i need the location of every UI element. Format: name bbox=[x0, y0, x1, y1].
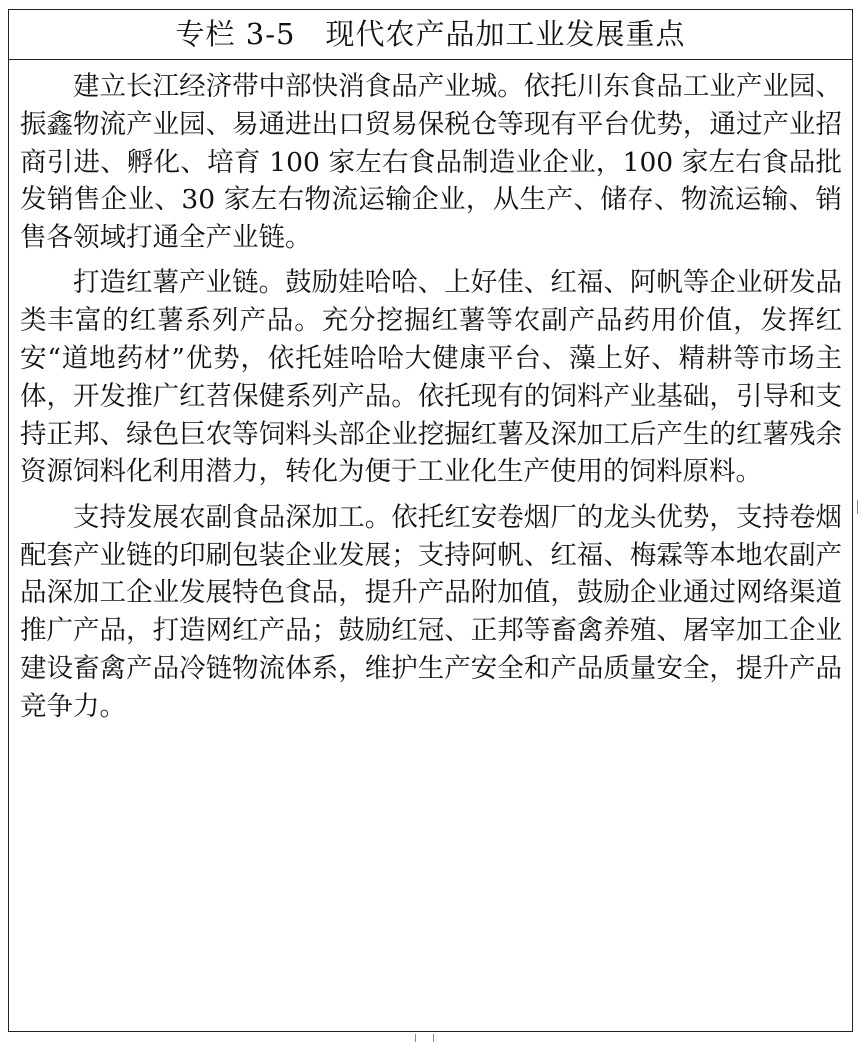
paragraph-food-industry-city: 建立长江经济带中部快消食品产业城。依托川东食品工业产业园、振鑫物流产业园、易通进出口贸易保税仓等现有平台优势，通过产业招商引进、孵化、培育 100 家左右食品制造业企业，100 家左右食品批发销售企业、30 家左右物流运输企业，从生产、储存、物流运输、销售各领域打通全产业链。 bbox=[20, 71, 842, 254]
box-title: 专栏 3-5 现代农产品加工业发展重点 bbox=[175, 17, 686, 51]
title-row bbox=[9, 10, 852, 60]
box-content bbox=[9, 60, 852, 726]
feature-box bbox=[8, 9, 853, 1032]
paragraph-agri-deep-processing: 支持发展农副食品深加工。依托红安卷烟厂的龙头优势，支持卷烟配套产业链的印刷包装企业发展；支持阿帆、红福、梅霖等本地农副产品深加工企业发展特色食品，提升产品附加值，鼓励企业通过网络渠道推广产品，打造网红产品；鼓励红冠、正邦等畜禽养殖、屠宰加工企业建设畜禽产品冷链物流体系，维护生产安全和产品质量安全，提升产品竞争力。 bbox=[20, 501, 842, 722]
margin-tick-bottom-left bbox=[415, 1034, 416, 1042]
margin-tick-bottom-right bbox=[433, 1034, 434, 1042]
paragraph-sweet-potato-chain: 打造红薯产业链。鼓励娃哈哈、上好佳、红福、阿帆等企业研发品类丰富的红薯系列产品。充分挖掘红薯等农副产品药用价值，发挥红安“道地药材”优势，依托娃哈哈大健康平台、藻上好、精耕等市场主体，开发推广红苕保健系列产品。依托现有的饲料产业基础，引导和支持正邦、绿色巨农等饲料头部企业挖掘红薯及深加工后产生的红薯残余资源饲料化利用潜力，转化为便于工业化生产使用的饲料原料。 bbox=[20, 267, 842, 488]
margin-tick-right bbox=[857, 500, 858, 514]
